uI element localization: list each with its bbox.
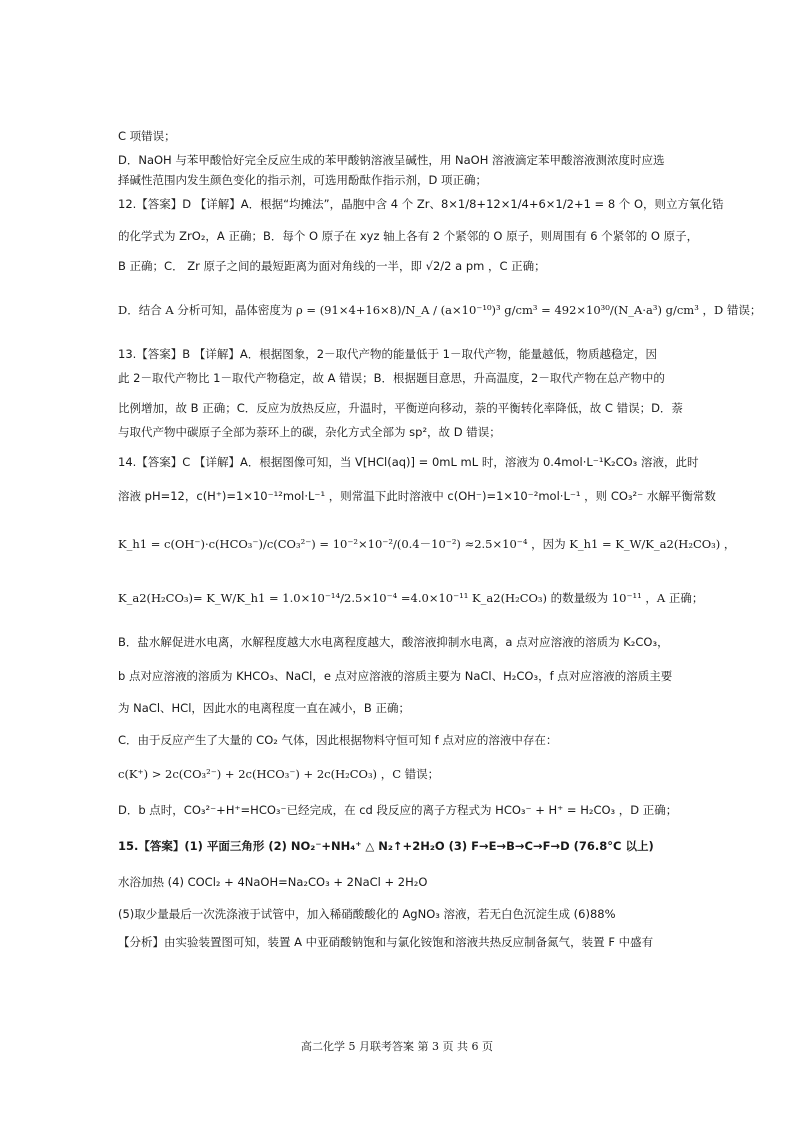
answer-15-line: 15.【答案】(1) 平面三角形 (2) NO₂⁻+NH₄⁺ △ N₂↑+2H₂O (3) F→E→B→C→F→D (76.8°C 以上)	[118, 839, 654, 853]
text-line: C．由于反应产生了大量的 CO₂ 气体，因此根据物料守恒可知 f 点对应的溶液中存在：	[118, 733, 558, 747]
text-line: 13.【答案】B 【详解】A．根据图象，2－取代产物的能量低于 1－取代产物，能量越低，物质越稳定，因	[118, 347, 657, 361]
text-line: 比例增加，故 B 正确；C．反应为放热反应，升温时，平衡逆向移动，萘的平衡转化率降低，故 C 错误；D．萘	[118, 401, 683, 415]
text-line: D．b 点时，CO₃²⁻+H⁺=HCO₃⁻已经完成，在 cd 段反应的离子方程式为 HCO₃⁻ + H⁺ = H₂CO₃ ，D 正确；	[118, 803, 678, 817]
text-line: 溶液 pH=12，c(H⁺)=1×10⁻¹²mol·L⁻¹ ，则常温下此时溶液中 c(OH⁻)=1×10⁻²mol·L⁻¹ ，则 CO₃²⁻ 水解平衡常数	[118, 489, 716, 503]
density-formula-line: D．结合 A 分析可知，晶体密度为 ρ = (91×4+16×8)/N_A / (a×10⁻¹⁰)³ g/cm³ = 492×10³⁰/(N_A·a³) g/cm³ ，D 错误；	[118, 303, 762, 317]
text-line: B．盐水解促进水电离，水解程度越大水电离程度越大，酸溶液抑制水电离，a 点对应溶液的溶质为 K₂CO₃，	[118, 635, 669, 649]
text-line: 为 NaCl、HCl，因此水的电离程度一直在减小，B 正确；	[118, 701, 410, 715]
text-line: B 正确；C． Zr 原子之间的最短距离为面对角线的一半，即 √2/2 a pm ，C 正确；	[118, 259, 546, 273]
text-line: C 项错误；	[118, 129, 176, 143]
text-line: 14.【答案】C 【详解】A．根据图像可知，当 V[HCl(aq)] = 0mL mL 时，溶液为 0.4mol·L⁻¹K₂CO₃ 溶液，此时	[118, 455, 699, 469]
text-line: b 点对应溶液的溶质为 KHCO₃、NaCl，e 点对应溶液的溶质主要为 NaCl、H₂CO₃，f 点对应溶液的溶质主要	[118, 669, 673, 683]
hydrolysis-constant-line: K_h1 = c(OH⁻)·c(HCO₃⁻)/c(CO₃²⁻) = 10⁻²×10⁻²/(0.4－10⁻²) ≈2.5×10⁻⁴ ，因为 K_h1 = K_W/K_a2(H₂CO₃) ，	[118, 537, 736, 551]
text-line: 择碱性范围内发生颜色变化的指示剂，可选用酚酞作指示剂，D 项正确；	[118, 173, 488, 187]
page-footer: 高二化学 5 月联考答案 第 3 页 共 6 页	[301, 1040, 493, 1053]
ka2-formula-line: K_a2(H₂CO₃)= K_W/K_h1 = 1.0×10⁻¹⁴/2.5×10⁻⁴ =4.0×10⁻¹¹ K_a2(H₂CO₃) 的数量级为 10⁻¹¹ ，A 正确；	[118, 591, 704, 605]
text-line: 的化学式为 ZrO₂，A 正确；B．每个 O 原子在 xyz 轴上各有 2 个紧邻的 O 原子，则周围有 6 个紧邻的 O 原子，	[118, 229, 699, 243]
text-line: 【分析】由实验装置图可知，装置 A 中亚硝酸钠饱和与氯化铵饱和溶液共热反应制备氮气，装置 F 中盛有	[118, 935, 654, 949]
text-line: 此 2－取代产物比 1－取代产物稳定，故 A 错误；B．根据题目意思，升高温度，2－取代产物在总产物中的	[118, 371, 665, 385]
text-line: 与取代产物中碳原子全部为萘环上的碳，杂化方式全部为 sp²，故 D 错误；	[118, 425, 501, 439]
text-line: 12.【答案】D 【详解】A．根据“均摊法”，晶胞中含 4 个 Zr、8×1/8+12×1/4+6×1/2+1 = 8 个 O，则立方氧化锆	[118, 197, 724, 211]
text-line: (5)取少量最后一次洗涤液于试管中，加入稀硝酸酸化的 AgNO₃ 溶液，若无白色沉淀生成 (6)88%	[118, 907, 616, 921]
conservation-inequality-line: c(K⁺) > 2c(CO₃²⁻) + 2c(HCO₃⁻) + 2c(H₂CO₃) ，C 错误；	[118, 767, 440, 781]
text-line: 水浴加热 (4) COCl₂ + 4NaOH=Na₂CO₃ + 2NaCl + 2H₂O	[118, 875, 428, 889]
text-line: D．NaOH 与苯甲酸恰好完全反应生成的苯甲酸钠溶液呈碱性，用 NaOH 溶液滴定苯甲酸溶液测浓度时应选	[118, 153, 665, 167]
